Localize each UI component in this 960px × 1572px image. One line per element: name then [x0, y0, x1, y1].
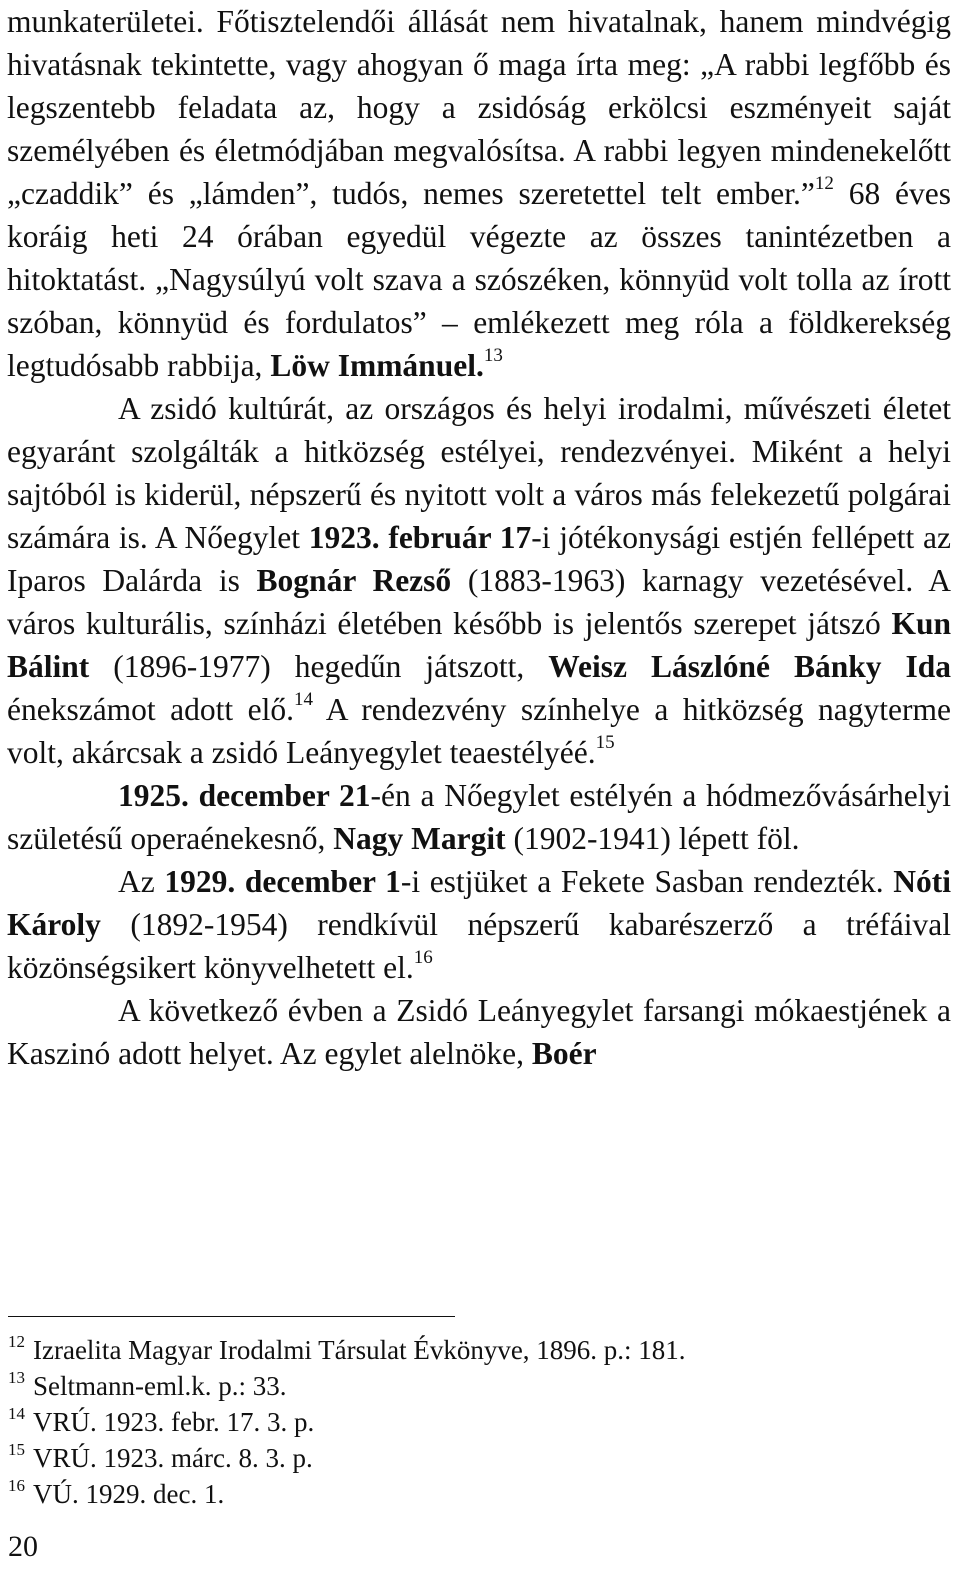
- footnote-text: VRÚ. 1923. márc. 8. 3. p.: [33, 1443, 313, 1473]
- footnote-text: VRÚ. 1923. febr. 17. 3. p.: [33, 1407, 315, 1437]
- text-run: (1902-1941) lépett föl.: [505, 821, 800, 856]
- footnote-ref: 14: [294, 689, 314, 710]
- text-run: (1896-1977) hegedűn játszott,: [89, 649, 549, 684]
- bold-text: Bognár Rezső: [256, 563, 452, 598]
- footnote: [8, 1440, 686, 1476]
- footnote: [8, 1404, 686, 1440]
- text-run: Az: [118, 864, 165, 899]
- bold-text: Nóti Károly: [7, 864, 951, 942]
- paragraph: [7, 860, 951, 989]
- footnote-ref: 12: [814, 173, 834, 194]
- bold-text: 1923. február 17: [308, 520, 532, 555]
- footnote-ref: 13: [483, 345, 503, 366]
- bold-text: Kun Bálint: [7, 606, 951, 684]
- page-number: 20: [8, 1530, 38, 1563]
- footnote-number: 15: [8, 1440, 25, 1459]
- footnote: [8, 1368, 686, 1404]
- text-run: A zsidó kultúrát, az országos és helyi irodalmi, művészeti életet egyaránt szolgálták a hitközség estélyei, rendezvényei. Miként a helyi sajtóból is kiderül, népszerű és nyitott volt a város más felekezetű polgárai számára is. A Nőegylet: [7, 391, 951, 555]
- text-run: -i jótékonysági estjén fellépett az Iparos Dalárda is: [7, 520, 952, 598]
- footnote-text: Seltmann-eml.k. p.: 33.: [33, 1371, 287, 1401]
- footnote: [8, 1476, 686, 1512]
- body-text: [7, 0, 951, 1075]
- bold-text: Boér: [531, 1036, 597, 1071]
- text-run: -i estjüket a Fekete Sasban rendezték.: [400, 864, 894, 899]
- footnote: [8, 1332, 686, 1368]
- text-run: A rendezvény színhelye a hitközség nagyterme volt, akárcsak a zsidó Leányegylet teaestélyéé.: [7, 692, 951, 770]
- text-run: (1883-1963) karnagy vezetésével. A város kulturális, színházi életében később is jelentős szerepet játszó: [7, 563, 951, 641]
- footnotes: [8, 1332, 686, 1512]
- paragraph: [7, 387, 951, 774]
- text-run: 68 éves koráig heti 24 órában egyedül végezte az összes tanintézetben a hitoktatást. „Nagysúlyú volt szava a szószéken, könnyüd volt tolla az írott szóban, könnyüd és fordulatos” – emlékezett meg róla a földkerekség legtudósabb rabbija,: [7, 176, 951, 383]
- text-run: (1892-1954) rendkívül népszerű kabarészerző a tréfáival közönségsikert könyvelhetett el.: [7, 907, 951, 985]
- footnote-text: VÚ. 1929. dec. 1.: [33, 1479, 225, 1509]
- footnote-text: Izraelita Magyar Irodalmi Társulat Évkönyve, 1896. p.: 181.: [33, 1335, 686, 1365]
- bold-text: Nagy Margit: [333, 821, 506, 856]
- bold-text: Löw Immánuel.: [270, 348, 484, 383]
- footnote-number: 14: [8, 1404, 25, 1423]
- bold-text: Weisz Lászlóné Bánky Ida: [548, 649, 952, 684]
- text-run: -én a Nőegylet estélyén a hódmezővásárhelyi születésű operaénekesnő,: [7, 778, 952, 856]
- footnote-ref: 15: [595, 732, 615, 753]
- bold-text: 1929. december 1: [164, 864, 401, 899]
- footnote-separator: [8, 1316, 455, 1317]
- text-run: A következő évben a Zsidó Leányegylet farsangi mókaestjének a Kaszinó adott helyet. Az egylet alelnöke,: [7, 993, 951, 1071]
- paragraph: [7, 0, 951, 387]
- text-run: énekszámot adott elő.: [7, 692, 295, 727]
- footnote-number: 12: [8, 1332, 25, 1351]
- paragraph: [7, 989, 951, 1075]
- paragraph: [7, 774, 951, 860]
- footnote-number: 16: [8, 1476, 25, 1495]
- footnote-ref: 16: [413, 947, 433, 968]
- bold-text: 1925. december 21: [118, 778, 371, 813]
- footnote-number: 13: [8, 1368, 25, 1387]
- text-run: munkaterületei. Főtisztelendői állását nem hivatalnak, hanem mindvégig hivatásnak tekintette, vagy ahogyan ő maga írta meg: „A rabbi legfőbb és legszentebb feladata az, hogy a zsidóság erkölcsi eszményeit saját személyében és életmódjában megvalósítsa. A rabbi legyen mindenekelőtt „czaddik” és „lámden”, tudós, nemes szeretettel telt ember.”: [7, 4, 951, 211]
